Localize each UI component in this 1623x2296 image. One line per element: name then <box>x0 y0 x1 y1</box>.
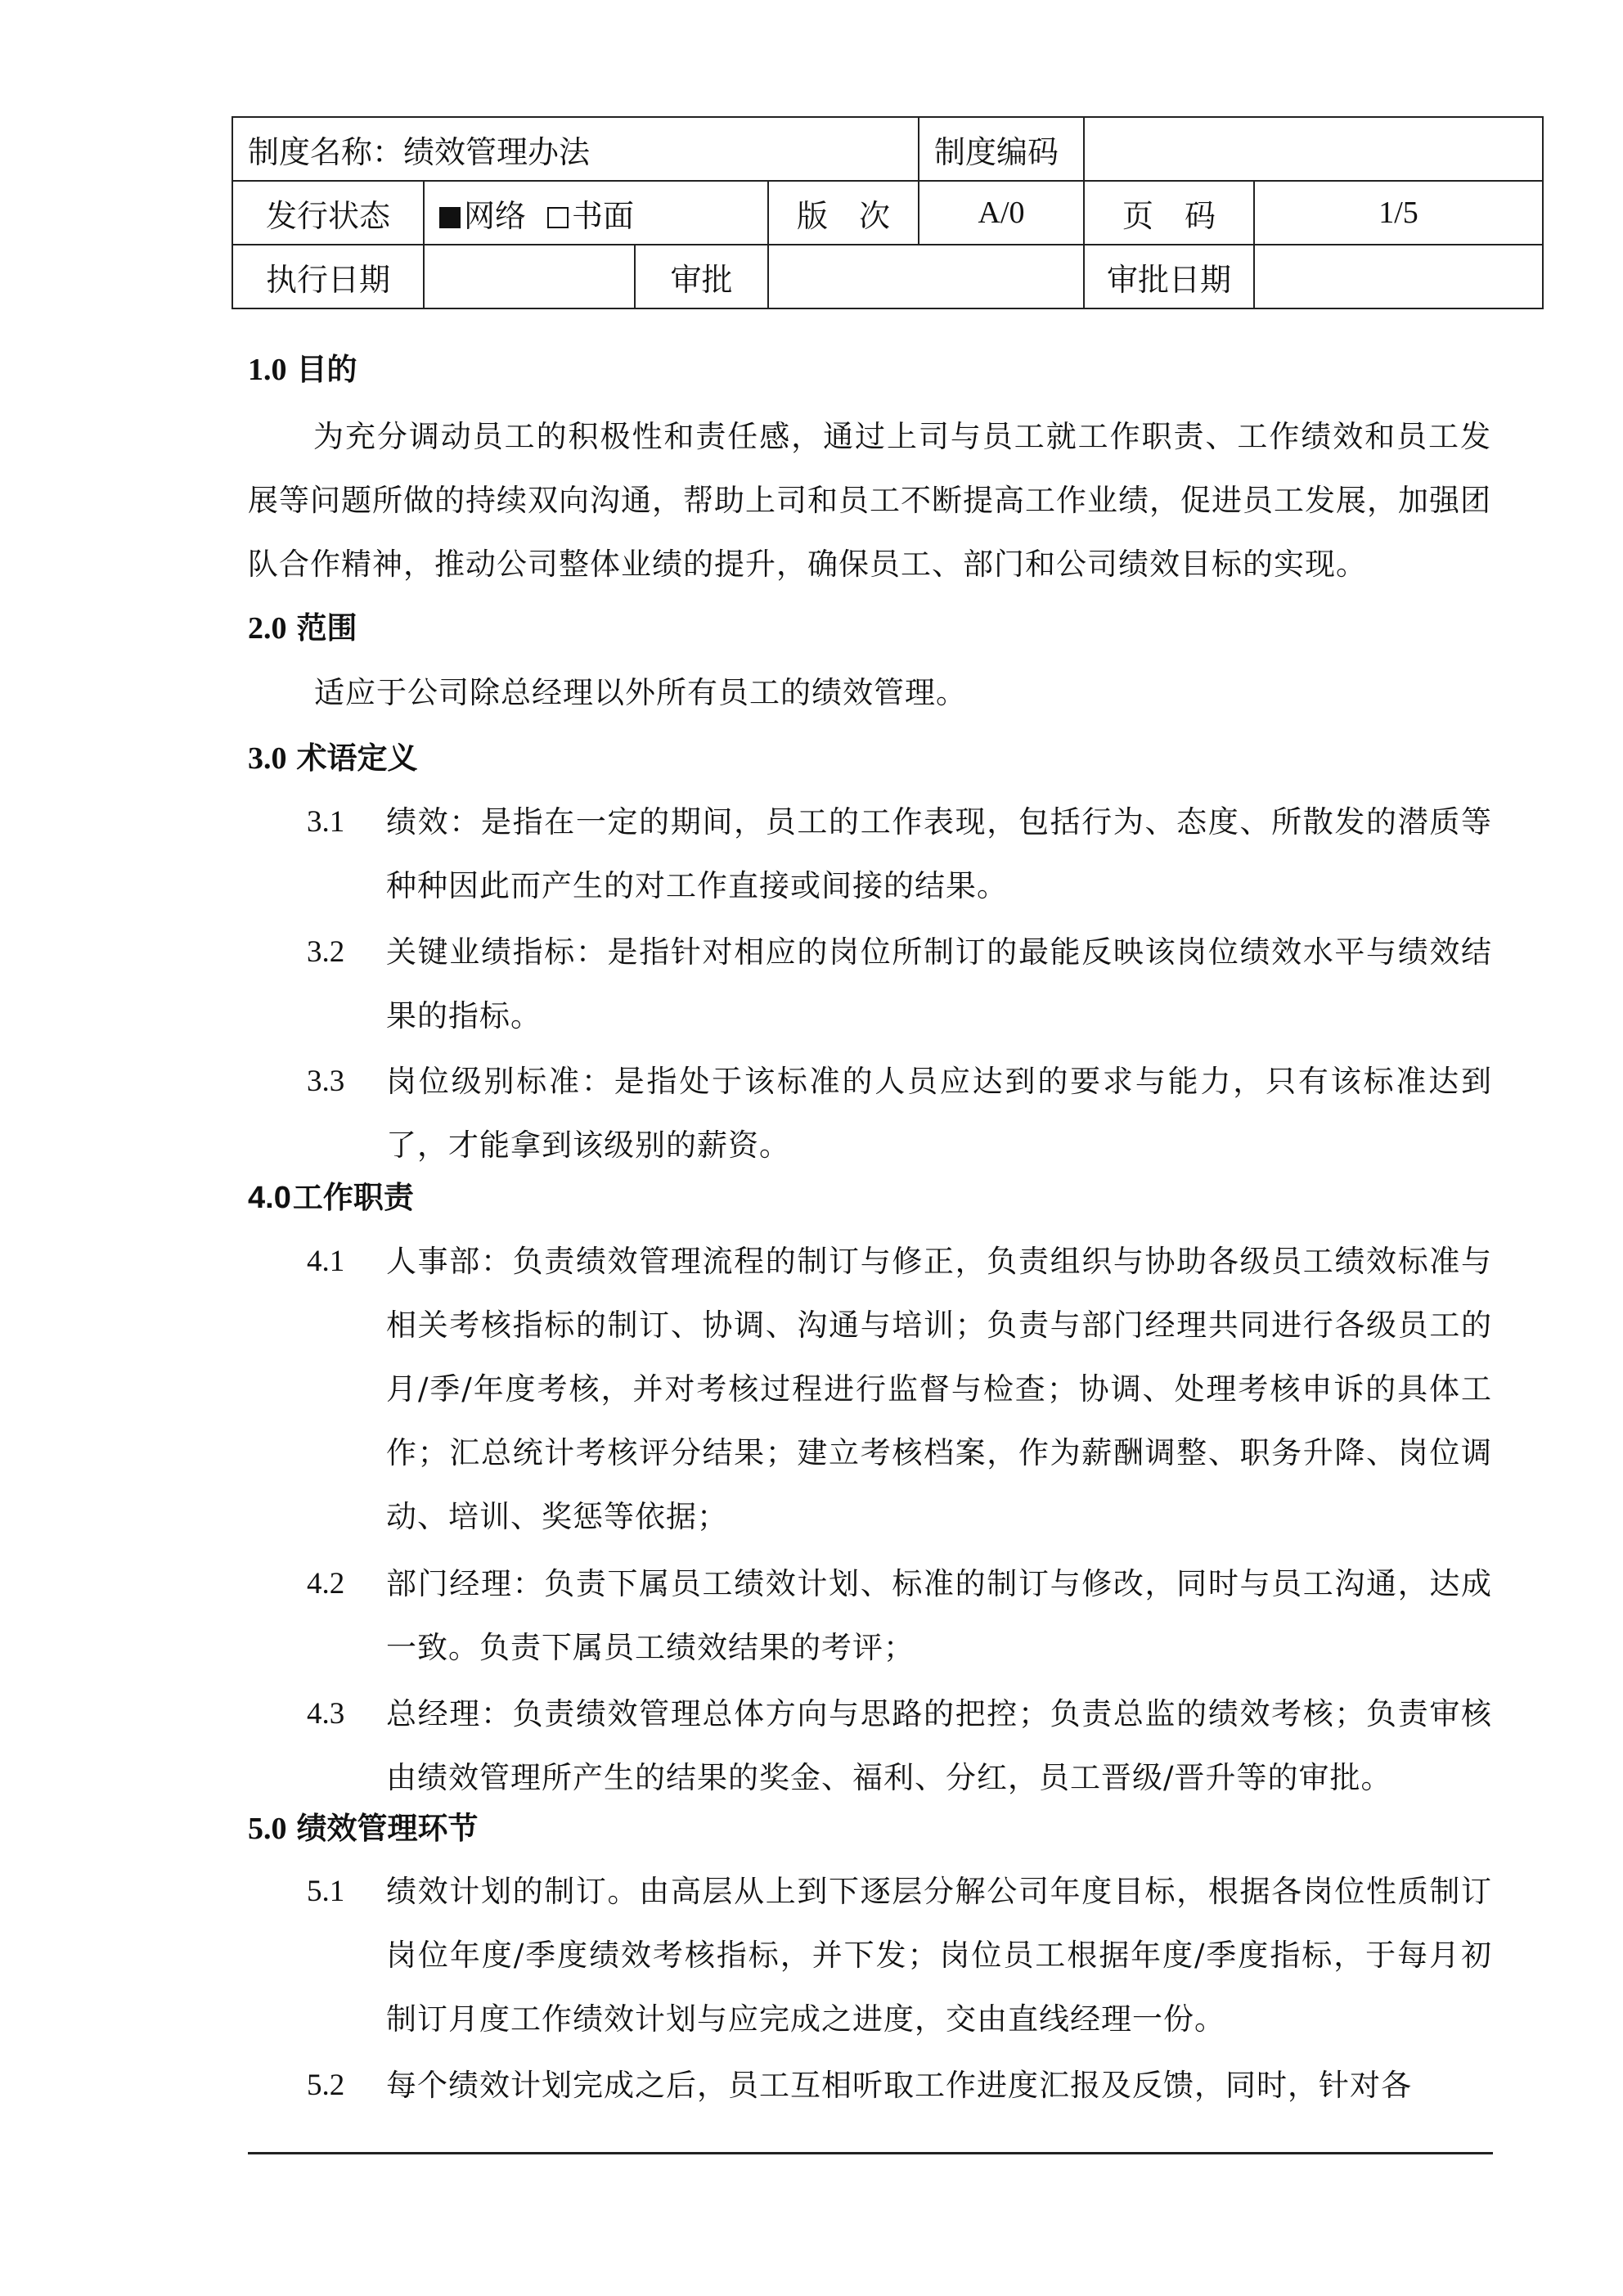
section-heading-responsibilities <box>248 1182 414 1213</box>
version-value: A/0 <box>919 181 1084 245</box>
section-number: 3.0 <box>248 741 287 776</box>
section-title: 范围 <box>296 610 357 646</box>
section-number: 4.0 <box>248 1181 291 1215</box>
unchecked-box-icon <box>547 207 569 228</box>
item-number: 5.1 <box>307 1875 345 1908</box>
item-number: 4.3 <box>307 1697 345 1731</box>
item-text: 绩效计划的制订。由高层从上到下逐层分解公司年度目标，根据各岗位性质制订岗位年度/季度绩效考核指标，并下发；岗位员工根据年度/季度指标，于每月初制订月度工作绩效计划与应完成之进度，交由直线经理一份。 <box>386 1874 1492 2037</box>
approval-value <box>768 245 1084 308</box>
scope-paragraph: 适应于公司除总经理以外所有员工的绩效管理。 <box>314 675 967 710</box>
item-text: 岗位级别标准：是指处于该标准的人员应达到的要求与能力，只有该标准达到了，才能拿到该级别的薪资。 <box>386 1064 1492 1163</box>
approval-date-label: 审批日期 <box>1084 245 1254 308</box>
section-number: 5.0 <box>248 1812 287 1846</box>
policy-code-value <box>1084 117 1543 181</box>
issue-status-label: 发行状态 <box>232 181 424 245</box>
execution-date-label: 执行日期 <box>232 245 424 308</box>
version-label: 版 次 <box>768 181 919 245</box>
issue-status-options <box>424 181 768 245</box>
status-paper-label: 书面 <box>572 197 635 234</box>
checked-box-icon <box>439 207 461 228</box>
item-text: 每个绩效计划完成之后，员工互相听取工作进度汇报及反馈，同时，针对各 <box>386 2068 1412 2103</box>
item-text: 部门经理：负责下属员工绩效计划、标准的制订与修改，同时与员工沟通，达成一致。负责下属员工绩效结果的考评； <box>386 1566 1492 1665</box>
footer-rule <box>248 2152 1493 2154</box>
item-text: 关键业绩指标：是指针对相应的岗位所制订的最能反映该岗位绩效水平与绩效结果的指标。 <box>386 934 1492 1033</box>
approval-label: 审批 <box>635 245 768 308</box>
item-number: 5.2 <box>307 2069 345 2102</box>
section-heading-definitions <box>248 743 418 774</box>
item-number: 4.2 <box>307 1567 345 1600</box>
item-number: 3.2 <box>307 935 345 969</box>
section-heading-scope <box>248 610 357 646</box>
section-title: 工作职责 <box>292 1180 414 1215</box>
item-number: 3.1 <box>307 805 345 839</box>
purpose-paragraph: 为充分调动员工的积极性和责任感，通过上司与员工就工作职责、工作绩效和员工发展等问题所做的持续双向沟通，帮助上司和员工不断提高工作业绩，促进员工发展，加强团队合作精神，推动公司整体业绩的提升，确保员工、部门和公司绩效目标的实现。 <box>248 419 1491 582</box>
status-network-label: 网络 <box>464 197 527 234</box>
execution-date-value <box>424 245 635 308</box>
section-heading-purpose <box>248 354 357 385</box>
approval-date-value <box>1254 245 1543 308</box>
policy-code-label: 制度编码 <box>919 117 1084 181</box>
section-number: 2.0 <box>248 611 287 646</box>
section-number: 1.0 <box>248 353 287 387</box>
item-text: 总经理：负责绩效管理总体方向与思路的把控；负责总监的绩效考核；负责审核由绩效管理所产生的结果的奖金、福利、分红，员工晋级/晋升等的审批。 <box>386 1696 1492 1795</box>
header-table <box>232 116 1544 309</box>
item-number: 4.1 <box>307 1245 345 1278</box>
page-number-value: 1/5 <box>1254 181 1543 245</box>
item-text: 人事部：负责绩效管理流程的制订与修正，负责组织与协助各级员工绩效标准与相关考核指标的制订、协调、沟通与培训；负责与部门经理共同进行各级员工的月/季/年度考核，并对考核过程进行监督与检查；协调、处理考核申诉的具体工作；汇总统计考核评分结果；建立考核档案，作为薪酬调整、职务升降、岗位调动、培训、奖惩等依据； <box>386 1244 1492 1534</box>
section-title: 绩效管理环节 <box>296 1811 479 1846</box>
section-heading-process <box>248 1813 479 1844</box>
item-text: 绩效：是指在一定的期间，员工的工作表现，包括行为、态度、所散发的潜质等种种因此而产生的对工作直接或间接的结果。 <box>386 804 1492 903</box>
page-number-label: 页 码 <box>1084 181 1254 245</box>
policy-name-cell: 制度名称：绩效管理办法 <box>232 117 919 181</box>
section-title: 目的 <box>296 352 357 387</box>
section-title: 术语定义 <box>296 741 418 776</box>
item-number: 3.3 <box>307 1065 345 1098</box>
